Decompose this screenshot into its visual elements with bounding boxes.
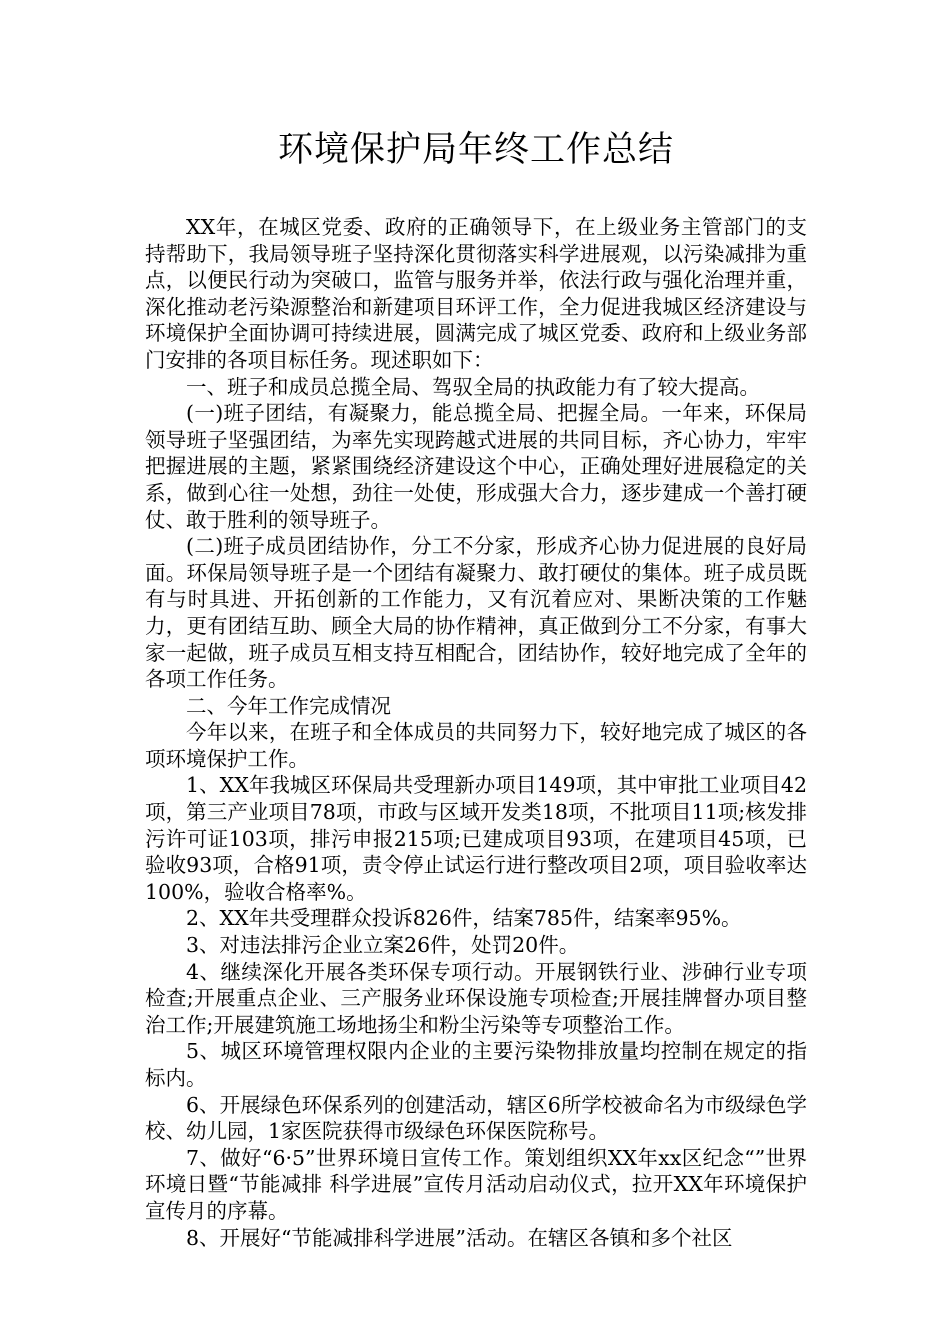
paragraph-item-3: 3、对违法排污企业立案26件，处罚20件。 <box>186 933 580 958</box>
paragraph-item-2: 2、XX年共受理群众投诉826件，结案785件，结案率95%。 <box>186 906 742 931</box>
paragraph-item-7: 7、做好“6·5”世界环境日宣传工作。策划组织XX年xx区纪念“”世界环境日暨“节能减排 科学进展”宣传月活动启动仪式，拉开XX年环境保护宣传月的序幕。 <box>145 1145 807 1223</box>
paragraph-item-1: 1、XX年我城区环保局共受理新办项目149项，其中审批工业项目42项，第三产业项目78项，市政与区域开发类18项，不批项目11项;核发排污许可证103项，排污申报215项;已建成项目93项，在建项目45项，已验收93项，合格91项，责令停止试运行进行整改项目2项，项目验收率达100%，验收合格率%。 <box>145 773 807 904</box>
paragraph-team-unity: (一)班子团结，有凝聚力，能总揽全局、把握全局。一年来，环保局领导班子坚强团结，为率先实现跨越式进展的共同目标，齐心协力，牢牢把握进展的主题，紧紧围绕经济建设这个中心，正确处理好进展稳定的关系，做到心往一处想，劲往一处使，形成强大合力，逐步建成一个善打硬仗、敢于胜利的领导班子。 <box>145 401 807 532</box>
paragraph-item-6: 6、开展绿色环保系列的创建活动，辖区6所学校被命名为市级绿色学校、幼儿园，1家医院获得市级绿色环保医院称号。 <box>145 1092 807 1144</box>
paragraph-section-1-heading: 一、班子和成员总揽全局、驾驭全局的执政能力有了较大提高。 <box>186 374 760 399</box>
document-title: 环境保护局年终工作总结 <box>277 130 674 170</box>
paragraph-item-4: 4、继续深化开展各类环保专项行动。开展钢铁行业、涉砷行业专项检查;开展重点企业、三产服务业环保设施专项检查;开展挂牌督办项目整治工作;开展建筑施工场地扬尘和粉尘污染等专项整治工作。 <box>145 959 807 1037</box>
document-body <box>145 214 807 1251</box>
paragraph-item-5: 5、城区环境管理权限内企业的主要污染物排放量均控制在规定的指标内。 <box>145 1039 807 1090</box>
paragraph-section-2-heading: 二、今年工作完成情况 <box>186 693 391 718</box>
paragraph-section-2-intro: 今年以来，在班子和全体成员的共同努力下，较好地完成了城区的各项环境保护工作。 <box>145 720 807 771</box>
paragraph-intro: XX年，在城区党委、政府的正确领导下，在上级业务主管部门的支持帮助下，我局领导班子坚持深化贯彻落实科学进展观，以污染减排为重点，以便民行动为突破口，监管与服务并举，依法行政与强化治理并重，深化推动老污染源整治和新建项目环评工作，全力促进我城区经济建设与环境保护全面协调可持续进展，圆满完成了城区党委、政府和上级业务部门安排的各项目标任务。现述职如下： <box>145 215 807 372</box>
paragraph-item-8: 8、开展好“节能减排科学进展”活动。在辖区各镇和多个社区 <box>186 1225 733 1250</box>
document-page <box>145 128 807 1251</box>
paragraph-team-cooperation: (二)班子成员团结协作，分工不分家，形成齐心协力促进展的良好局面。环保局领导班子是一个团结有凝聚力、敢打硬仗的集体。班子成员既有与时具进、开拓创新的工作能力，又有沉着应对、果断决策的工作魅力，更有团结互助、顾全大局的协作精神，真正做到分工不分家，有事大家一起做，班子成员互相支持互相配合，团结协作，较好地完成了全年的各项工作任务。 <box>145 534 807 692</box>
